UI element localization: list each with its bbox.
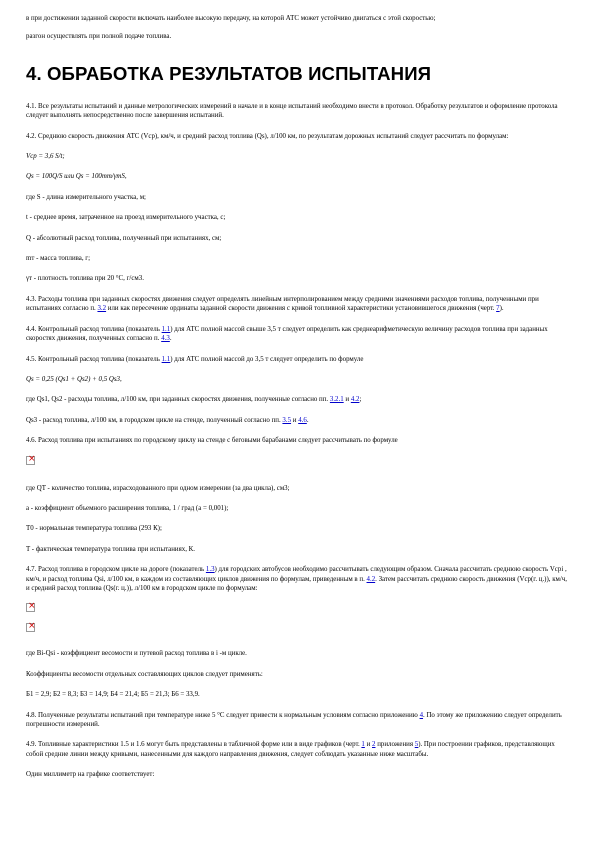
formula-qs: Qs = 100Q/S или Qs = 100mт/γтS, bbox=[26, 173, 127, 181]
section-heading: 4. ОБРАБОТКА РЕЗУЛЬТАТОВ ИСПЫТАНИЯ bbox=[26, 62, 432, 84]
link-1-1-b[interactable]: 1.1 bbox=[161, 355, 171, 363]
paragraph-4-3: 4.3. Расходы топлива при заданных скоростях движения следует определять линейным интерполированием между средними значениями расходов топлива, полученными при испытаниях согласно п. 3.2 или как пересечение ординаты заданной скорости движения с кривой топливной характеристики установившегося движения (черт. 7). bbox=[26, 295, 539, 313]
coefficient-title: Коэффициенты весомости отдельных составляющих циклов следует применять: bbox=[26, 670, 263, 678]
paragraph-4-1: 4.1. Все результаты испытаний и данные метрологических измерений в начале и в конце испытаний необходимо внести в протокол. Обработку результатов и оформление протокола следует выполнять непосредственно после завершения испытаний. bbox=[26, 102, 558, 120]
paragraph-4-5: 4.5. Контрольный расход топлива (показатель 1.1) для АТС полной массой до 3,5 т следует определить по формуле bbox=[26, 355, 364, 363]
link-drawing-7[interactable]: 7 bbox=[496, 305, 500, 313]
definition-mt: mт - масса топлива, г; bbox=[26, 255, 91, 263]
paragraph-4-2: 4.2. Среднюю скорость движения АТС (Vср), км/ч, и средний расход топлива (Qs), л/100 км, по результатам дорожных испытаний следует рассчитать по формулам: bbox=[26, 132, 509, 140]
definition-a: a - коэффициент объемного расширения топлива, 1 / град (a = 0,001); bbox=[26, 504, 229, 512]
definition-q: Q - абсолютный расход топлива, полученный при испытаниях, см; bbox=[26, 234, 222, 242]
link-4-6[interactable]: 4.6 bbox=[298, 416, 307, 424]
link-1-1[interactable]: 1.1 bbox=[161, 325, 171, 333]
link-4-2-b[interactable]: 4.2 bbox=[366, 575, 376, 583]
broken-image-icon bbox=[26, 603, 35, 612]
formula-image-qs-city bbox=[26, 613, 571, 633]
definition-s: где S - длина измерительного участка, м; bbox=[26, 193, 146, 201]
formula-q-control: Qs = 0,25 (Qs1 + Qs2) + 0,5 Qs3, bbox=[26, 375, 122, 383]
link-4-3[interactable]: 4.3 bbox=[161, 335, 170, 343]
link-4-2[interactable]: 4.2 bbox=[350, 396, 360, 404]
broken-image-icon bbox=[26, 623, 35, 632]
definition-gamma: γт - плотность топлива при 20 °С, г/см3. bbox=[26, 275, 144, 283]
link-drawing-1[interactable]: 1 bbox=[361, 741, 365, 749]
paragraph-4-9: 4.9. Топливные характеристики 1.5 и 1.6 могут быть представлены в табличной форме или в виде графиков (черт. 1 и 2 приложения 5). При построении графиков, представляющих собой средние линии между кривыми, нанесенными для каждого направления движения, следует соблюдать указанные ниже масштабы. bbox=[26, 741, 555, 758]
link-drawing-2[interactable]: 2 bbox=[372, 741, 376, 749]
link-appendix-4[interactable]: 4 bbox=[419, 711, 424, 719]
definition-qs3: Qs3 - расход топлива, л/100 км, в городском цикле на стенде, полученный согласно пп. 3.5 и 4.6. bbox=[26, 416, 309, 424]
formula-vcp: Vср = 3,6 S/t; bbox=[26, 153, 65, 161]
intro-line-1: в при достижении заданной скорости включать наиболее высокую передачу, на которой АТС может устойчиво двигаться с этой скоростью; bbox=[26, 15, 436, 22]
paragraph-4-8: 4.8. Полученные результаты испытаний при температуре ниже 5 °С следует привести к нормальным условиям согласно приложению 4. По этому же приложению следует определить погрешности измерений. bbox=[26, 711, 562, 728]
definition-t0: T0 - нормальная температура топлива (293 К); bbox=[26, 525, 162, 533]
definition-t: t - среднее время, затраченное на проезд измерительного участка, с; bbox=[26, 214, 226, 222]
coefficient-values: Б1 = 2,9; Б2 = 8,3; Б3 = 14,9; Б4 = 21,4; Б5 = 21,3; Б6 = 33,9. bbox=[26, 691, 200, 699]
formula-image-vcp-city bbox=[26, 593, 571, 613]
paragraph-4-7: 4.7. Расход топлива в городском цикле на дороге (показатель 1.3) для городских автобусов необходимо рассчитывать следующим образом. Сначала рассчитать среднюю скорость Vсрi , км/ч, и расход топлива Qsi, л/100 км, в каждом из составляющих циклов движения по формулам, приведенным в п. 4.2. Затем рассчитать среднюю скорость движения (Vср(г. ц.)), км/ч, и средний расход топлива (Qs(г. ц.)), л/100 км в городском цикле по формулам: bbox=[26, 566, 568, 592]
link-3-5[interactable]: 3.5 bbox=[282, 416, 292, 424]
intro-line-2: разгон осуществлять при полной подаче топлива. bbox=[26, 33, 172, 41]
paragraph-4-6: 4.6. Расход топлива при испытаниях по городскому циклу на стенде с беговыми барабанами следует рассчитывать по формуле bbox=[26, 437, 398, 445]
definition-qt: где QT - количество топлива, израсходованного при одном измерении (за два цикла), см3; bbox=[26, 484, 290, 492]
link-3-2[interactable]: 3.2 bbox=[97, 305, 107, 313]
paragraph-4-4: 4.4. Контрольный расход топлива (показатель 1.1) для АТС полной массой свыше 3,5 т следует определить как среднеарифметическую величину расходов топлива при заданных скоростях движения, полученных согласно п. 4.3. bbox=[26, 325, 548, 343]
definition-t-actual: T - фактическая температура топлива при испытаниях, К. bbox=[26, 545, 195, 553]
definition-qs1-qs2: где Qs1, Qs2 - расходы топлива, л/100 км, при заданных скоростях движения, полученные согласно пп. 3.2.1 и 4.2; bbox=[26, 396, 362, 404]
link-3-2-1[interactable]: 3.2.1 bbox=[329, 396, 344, 404]
definition-bi: где Bi-Qsi - коэффициент весомости и путевой расход топлива в i -м цикле. bbox=[26, 650, 247, 658]
formula-image-4-6 bbox=[26, 446, 571, 466]
link-1-3[interactable]: 1.3 bbox=[205, 566, 215, 574]
link-appendix-5[interactable]: 5 bbox=[414, 741, 419, 749]
broken-image-icon bbox=[26, 456, 35, 465]
scale-intro: Один миллиметр на графике соответствует: bbox=[26, 771, 155, 779]
